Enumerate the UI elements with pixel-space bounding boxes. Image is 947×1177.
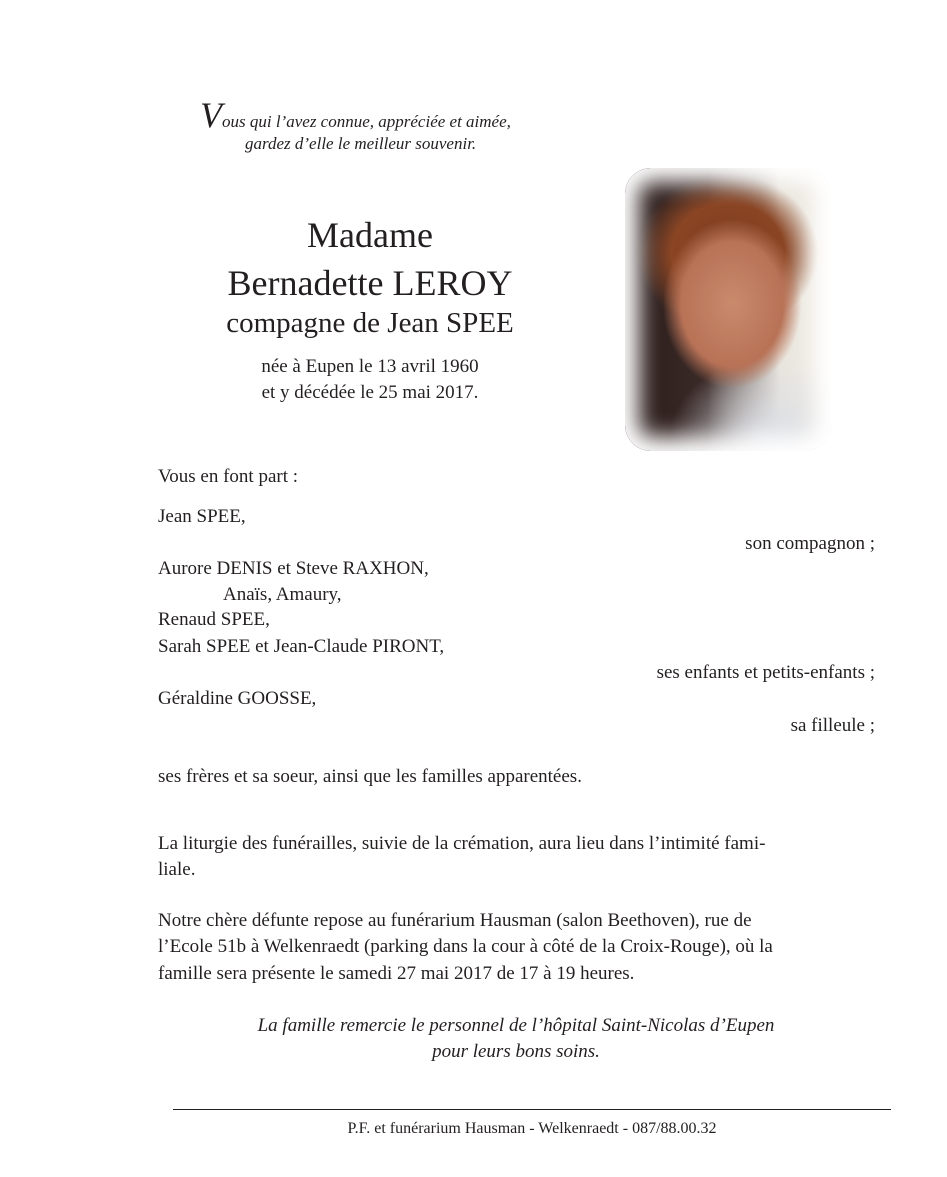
announcement-intro: Vous en font part : <box>158 466 299 487</box>
family-role: sa filleule ; <box>790 715 875 736</box>
family-line: ses frères et sa soeur, ainsi que les familles apparentées. <box>158 766 582 787</box>
portrait-photo <box>625 168 831 451</box>
family-role: ses enfants et petits-enfants ; <box>656 662 875 683</box>
visitation-line: l’Ecole 51b à Welkenraedt (parking dans la cour à côté de la Croix-Rouge), où la <box>158 936 773 957</box>
deceased-relation: compagne de Jean SPEE <box>226 307 514 339</box>
visitation-line: famille sera présente le samedi 27 mai 2017 de 17 à 19 heures. <box>158 963 635 984</box>
visitation-line: Notre chère défunte repose au funérarium Hausman (salon Beethoven), rue de <box>158 910 752 931</box>
ceremony-line: liale. <box>158 859 196 880</box>
ceremony-line: La liturgie des funérailles, suivie de la crémation, aura lieu dans l’intimité fami- <box>158 833 766 854</box>
death-line: et y décédée le 25 mai 2017. <box>261 382 479 403</box>
family-line: Anaïs, Amaury, <box>223 584 342 605</box>
thanks-line: La famille remercie le personnel de l’hôpital Saint-Nicolas d’Eupen <box>257 1015 775 1036</box>
epigraph-initial: V <box>200 95 222 135</box>
footer-text: P.F. et funérarium Hausman - Welkenraedt - 087/88.00.32 <box>347 1120 717 1137</box>
thanks-line: pour leurs bons soins. <box>432 1041 600 1062</box>
footer-divider <box>173 1109 891 1110</box>
family-line: Sarah SPEE et Jean-Claude PIRONT, <box>158 636 445 657</box>
deceased-title: Madame <box>307 215 433 255</box>
family-line: Aurore DENIS et Steve RAXHON, <box>158 558 429 579</box>
epigraph-line-1: Vous qui l’avez connue, appréciée et aimée, <box>200 95 511 135</box>
epigraph-line-2: gardez d’elle le meilleur souvenir. <box>245 134 477 153</box>
birth-line: née à Eupen le 13 avril 1960 <box>261 356 479 377</box>
family-line: Renaud SPEE, <box>158 609 270 630</box>
family-line: Jean SPEE, <box>158 506 246 527</box>
deceased-name: Bernadette LEROY <box>227 263 513 303</box>
family-line: Géraldine GOOSSE, <box>158 688 317 709</box>
family-role: son compagnon ; <box>745 533 875 554</box>
